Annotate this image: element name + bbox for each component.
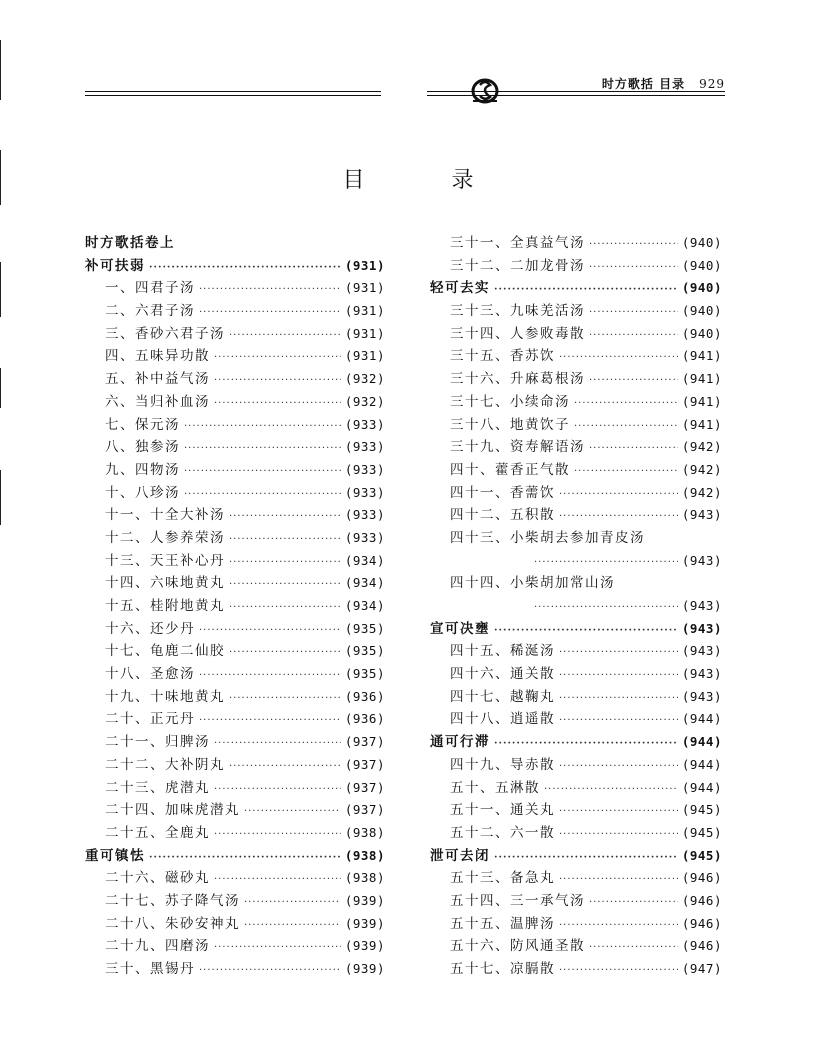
header-page-number: 929 [699,77,725,91]
toc-left-column [85,232,385,981]
toc-page-number: (931) [344,280,385,296]
toc-entry-label: 十九、十味地黄丸 [105,688,225,705]
toc-entry-label: 补可扶弱 [85,257,145,274]
toc-entry[interactable] [85,345,385,368]
toc-page-number: (946) [681,870,722,886]
toc-page-number: (942) [681,484,722,500]
dot-leader [559,915,678,938]
toc-entry-label: 二十四、加味虎潜丸 [105,802,240,819]
header-rule-right-under [427,95,725,96]
toc-entry[interactable] [430,482,722,505]
toc-entry[interactable] [430,345,722,368]
toc-page-number: (943) [681,507,722,523]
toc-entry[interactable] [430,595,722,618]
toc-entry-label: 三、香砂六君子汤 [105,325,225,342]
toc-entry-label: 四十一、香薷饮 [450,484,555,501]
dot-leader [229,597,341,620]
toc-entry[interactable] [430,368,722,391]
dot-leader [229,325,341,348]
dot-leader [229,756,341,779]
dot-leader [184,438,341,461]
dot-leader [149,847,341,870]
dot-leader [229,688,341,711]
toc-page-number: (943) [681,666,722,682]
toc-page-number: (937) [344,779,385,795]
toc-entry-label: 四十九、导赤散 [450,756,555,773]
toc-entry[interactable] [85,595,385,618]
toc-entry-label: 三十二、二加龙骨汤 [450,257,585,274]
toc-entry-label: 二十、正元丹 [105,711,195,728]
toc-entry-label: 四十、藿香正气散 [450,461,570,478]
toc-entry[interactable] [430,232,722,255]
toc-entry[interactable] [85,890,385,913]
dot-leader [214,393,341,416]
toc-page-number: (940) [681,303,722,319]
toc-entry-label: 四十五、稀涎汤 [450,643,555,660]
dot-leader [229,574,341,597]
toc-page-number: (934) [344,552,385,568]
toc-entry[interactable] [85,777,385,800]
dot-leader [214,869,341,892]
dot-leader [559,756,678,779]
toc-section[interactable] [430,731,722,754]
toc-entry-label: 十八、圣愈汤 [105,666,195,683]
toc-page-number: (937) [344,734,385,750]
dot-leader [229,506,341,529]
dot-leader [589,438,678,461]
toc-page-number: (939) [344,915,385,931]
toc-page-number: (941) [681,348,722,364]
toc-entry-label: 五十五、温脾汤 [450,915,555,932]
toc-page-number: (944) [681,756,722,772]
toc-page-number: (940) [681,235,722,250]
toc-page-number: (945) [681,802,722,818]
toc-entry-label: 三十三、九味羌活汤 [450,303,585,320]
dot-leader [559,347,678,370]
toc-entry-label: 二十三、虎潜丸 [105,779,210,796]
dot-leader [244,801,341,824]
dot-leader [534,597,678,620]
toc-page-number: (934) [344,575,385,591]
toc-page-number: (932) [344,371,385,387]
toc-entry[interactable] [85,822,385,845]
dot-leader [589,892,678,915]
dot-leader [184,484,341,507]
dot-leader [149,257,341,280]
toc-entry[interactable] [85,935,385,958]
running-head [602,75,725,92]
toc-page-number: (931) [344,257,385,273]
dot-leader [229,642,341,665]
dot-leader [494,733,678,756]
toc-section[interactable] [85,255,385,278]
toc-entry-label: 一、四君子汤 [105,280,195,297]
toc-entry-label: 五十三、备急丸 [450,870,555,887]
toc-entry-label: 二十八、朱砂安神丸 [105,915,240,932]
toc-entry-label: 十六、还少丹 [105,620,195,637]
toc-page-number: (943) [681,552,722,568]
toc-page-number: (936) [344,688,385,704]
toc-entry-label: 三十六、升麻葛根汤 [450,371,585,388]
toc-page-number: (931) [344,348,385,364]
toc-entry-label: 十一、十全大补汤 [105,507,225,524]
toc-entry[interactable] [85,799,385,822]
toc-entry-label: 二十一、归脾汤 [105,734,210,751]
toc-page-number: (944) [681,779,722,795]
header-rule-left-under [85,95,381,96]
toc-entry[interactable] [85,482,385,505]
toc-page-number: (943) [681,643,722,659]
dot-leader [184,461,341,484]
toc-entry[interactable] [430,300,722,323]
toc-entry[interactable] [85,504,385,527]
toc-entry-label: 二十五、全鹿丸 [105,824,210,841]
dot-leader [559,484,678,507]
dot-leader [574,416,678,439]
toc-entry-label: 十四、六味地黄丸 [105,575,225,592]
toc-page-number: (931) [344,325,385,341]
toc-entry[interactable] [85,391,385,414]
toc-entry-label: 二十九、四磨汤 [105,938,210,955]
toc-page-number: (940) [681,280,722,296]
toc-entry-label: 五十一、通关丸 [450,802,555,819]
toc-page-number: (933) [344,416,385,432]
dot-leader [559,801,678,824]
toc-entry-label: 三十、黑锡丹 [105,961,195,977]
toc-entry-label: 十二、人参养荣汤 [105,529,225,546]
toc-page-number: (939) [344,938,385,954]
toc-page-number: (939) [344,892,385,908]
toc-entry[interactable] [85,867,385,890]
toc-page-number: (940) [681,325,722,341]
toc-volume-heading[interactable] [85,232,385,255]
toc-entry-label: 四十六、通关散 [450,666,555,683]
dot-leader [589,302,678,325]
toc-entry[interactable] [85,414,385,437]
toc-page-number: (939) [344,961,385,976]
toc-page-number: (945) [681,824,722,840]
dot-leader [559,506,678,529]
toc-page-number: (942) [681,461,722,477]
page-header [85,68,725,108]
toc-entry-label: 九、四物汤 [105,461,180,478]
toc-entry-label: 四、五味异功散 [105,348,210,365]
toc-entry-label: 四十八、逍遥散 [450,711,555,728]
dot-leader [199,665,341,688]
dot-leader [574,393,678,416]
toc-section[interactable] [430,277,722,300]
toc-page-number: (933) [344,484,385,500]
toc-page-number: (941) [681,416,722,432]
dot-leader [494,620,678,643]
toc-entry-label: 时方歌括卷上 [85,235,175,251]
toc-section[interactable] [85,845,385,868]
toc-entry-label: 宣可决壅 [430,620,490,637]
toc-entry[interactable] [430,436,722,459]
dot-leader [494,279,678,302]
toc-entry[interactable] [85,527,385,550]
toc-entry[interactable] [430,867,722,890]
toc-entry[interactable] [430,414,722,437]
page-title: 目 录 [342,168,514,193]
toc-section[interactable] [430,618,722,641]
dot-leader [244,892,341,915]
toc-entry-label: 十七、龟鹿二仙胶 [105,643,225,660]
toc-page-number: (944) [681,711,722,727]
scan-edge-mark [0,40,1,100]
toc-entry-label: 四十七、越鞠丸 [450,688,555,705]
toc-entry[interactable] [430,708,722,731]
dot-leader [199,960,341,983]
toc-page-number: (931) [344,303,385,319]
publisher-logo-icon [467,71,503,107]
toc-entry-label: 通可行滞 [430,734,490,751]
toc-entry[interactable] [85,708,385,731]
toc-entry[interactable] [85,618,385,641]
toc-entry-label: 三十一、全真益气汤 [450,235,585,251]
dot-leader [589,937,678,960]
toc-entry-label: 四十三、小柴胡去参加青皮汤 [450,529,645,546]
toc-entry-label: 轻可去实 [430,280,490,297]
toc-page-number: (947) [681,961,722,976]
toc-page-number: (938) [344,824,385,840]
toc-entry[interactable] [430,255,722,278]
dot-leader [199,710,341,733]
dot-leader [589,234,678,257]
dot-leader [214,824,341,847]
running-title: 时方歌括 目录 [601,77,686,91]
toc-page-number: (945) [681,847,722,863]
scan-edge-mark [0,262,1,317]
toc-page-number: (935) [344,666,385,682]
dot-leader [534,552,678,575]
toc-entry[interactable] [85,913,385,936]
dot-leader [214,937,341,960]
toc-entry[interactable] [85,640,385,663]
header-rule-left [85,91,381,92]
toc-entry[interactable] [85,686,385,709]
toc-entry[interactable] [430,913,722,936]
dot-leader [214,779,341,802]
toc-entry[interactable] [430,935,722,958]
toc-section[interactable] [430,845,722,868]
dot-leader [559,665,678,688]
toc-entry-label: 十五、桂附地黄丸 [105,598,225,614]
toc-entry-label: 五十二、六一散 [450,824,555,841]
toc-entry-label: 重可镇怯 [85,847,145,864]
toc-entry[interactable] [85,731,385,754]
toc-entry[interactable] [430,640,722,663]
toc-page-number: (943) [681,688,722,704]
dot-leader [559,960,678,983]
dot-leader [244,915,341,938]
dot-leader [559,688,678,711]
toc-entry[interactable] [430,572,722,595]
toc-entry[interactable] [430,323,722,346]
dot-leader [229,529,341,552]
toc-entry[interactable] [430,663,722,686]
dot-leader [494,847,678,870]
toc-entry[interactable] [430,550,722,573]
toc-page-number: (940) [681,257,722,273]
toc-page-number: (942) [681,439,722,455]
toc-entry-label: 六、当归补血汤 [105,393,210,410]
toc-entry-label: 五十六、防风通圣散 [450,938,585,955]
toc-entry[interactable] [85,323,385,346]
toc-entry-label: 四十二、五积散 [450,507,555,524]
toc-right-column [430,232,722,981]
toc-entry[interactable] [85,550,385,573]
toc-entry-label: 二十六、磁砂丸 [105,870,210,887]
dot-leader [214,347,341,370]
toc-entry-label: 五十四、三一承气汤 [450,892,585,909]
toc-entry-label: 泄可去闭 [430,847,490,864]
toc-entry-label: 五十、五淋散 [450,779,540,796]
toc-entry-label: 二十二、大补阴丸 [105,756,225,773]
toc-entry[interactable] [430,890,722,913]
toc-page-number: (946) [681,892,722,908]
scan-edge-mark [0,470,1,525]
dot-leader [559,869,678,892]
toc-entry-label: 三十五、香苏饮 [450,348,555,365]
toc-entry-label: 三十七、小续命汤 [450,393,570,410]
dot-leader [589,257,678,280]
dot-leader [184,416,341,439]
toc-page-number: (946) [681,938,722,954]
toc-entry[interactable] [430,459,722,482]
toc-entry[interactable] [85,459,385,482]
toc-page-number: (941) [681,371,722,387]
toc-entry[interactable] [85,754,385,777]
toc-entry-label: 五十七、凉膈散 [450,961,555,977]
toc-page-number: (937) [344,756,385,772]
toc-entry-label: 四十四、小柴胡加常山汤 [450,575,615,592]
toc-page-number: (943) [681,620,722,636]
toc-entry-label: 十三、天王补心丹 [105,552,225,569]
dot-leader [229,552,341,575]
toc-page-number: (935) [344,620,385,636]
toc-page-number: (934) [344,598,385,613]
toc-entry[interactable] [430,822,722,845]
toc-entry[interactable] [430,391,722,414]
toc-page-number: (933) [344,439,385,455]
toc-page-number: (946) [681,915,722,931]
toc-entry-label: 八、独参汤 [105,439,180,456]
toc-page-number: (935) [344,643,385,659]
dot-leader [559,824,678,847]
toc-entry-label: 七、保元汤 [105,416,180,433]
toc-page-number: (938) [344,847,385,863]
toc-entry[interactable] [85,368,385,391]
toc-page-number: (933) [344,461,385,477]
toc-entry[interactable] [430,799,722,822]
toc-entry[interactable] [430,686,722,709]
toc-entry-label: 二、六君子汤 [105,303,195,320]
toc-entry[interactable] [85,436,385,459]
toc-entry-label: 三十九、资寿解语汤 [450,439,585,456]
toc-page-number: (943) [681,598,722,613]
toc-page-number: (944) [681,734,722,750]
dot-leader [574,461,678,484]
toc-page-number: (937) [344,802,385,818]
toc-entry-label: 五、补中益气汤 [105,371,210,388]
dot-leader [199,279,341,302]
toc-entry-label: 二十七、苏子降气汤 [105,892,240,909]
toc-page-number: (941) [681,393,722,409]
toc-entry[interactable] [85,300,385,323]
toc-entry[interactable] [430,754,722,777]
scan-edge-mark [0,368,1,408]
toc-entry-label: 十、八珍汤 [105,484,180,501]
toc-entry[interactable] [85,958,385,981]
toc-page-number: (933) [344,507,385,523]
dot-leader [589,325,678,348]
toc-entry[interactable] [85,277,385,300]
toc-entry[interactable] [430,504,722,527]
toc-entry[interactable] [430,958,722,981]
dot-leader [214,733,341,756]
toc-entry[interactable] [85,663,385,686]
toc-entry-label: 三十八、地黄饮子 [450,416,570,433]
toc-entry[interactable] [430,527,722,550]
dot-leader [589,370,678,393]
toc-page-number: (936) [344,711,385,727]
toc-page-number: (933) [344,529,385,545]
toc-page-number: (932) [344,393,385,409]
dot-leader [544,779,678,802]
toc-page-number: (938) [344,870,385,886]
toc-entry-label: 三十四、人参败毒散 [450,325,585,342]
toc-entry[interactable] [430,777,722,800]
dot-leader [559,642,678,665]
dot-leader [559,710,678,733]
toc-entry[interactable] [85,572,385,595]
dot-leader [199,302,341,325]
dot-leader [199,620,341,643]
dot-leader [214,370,341,393]
